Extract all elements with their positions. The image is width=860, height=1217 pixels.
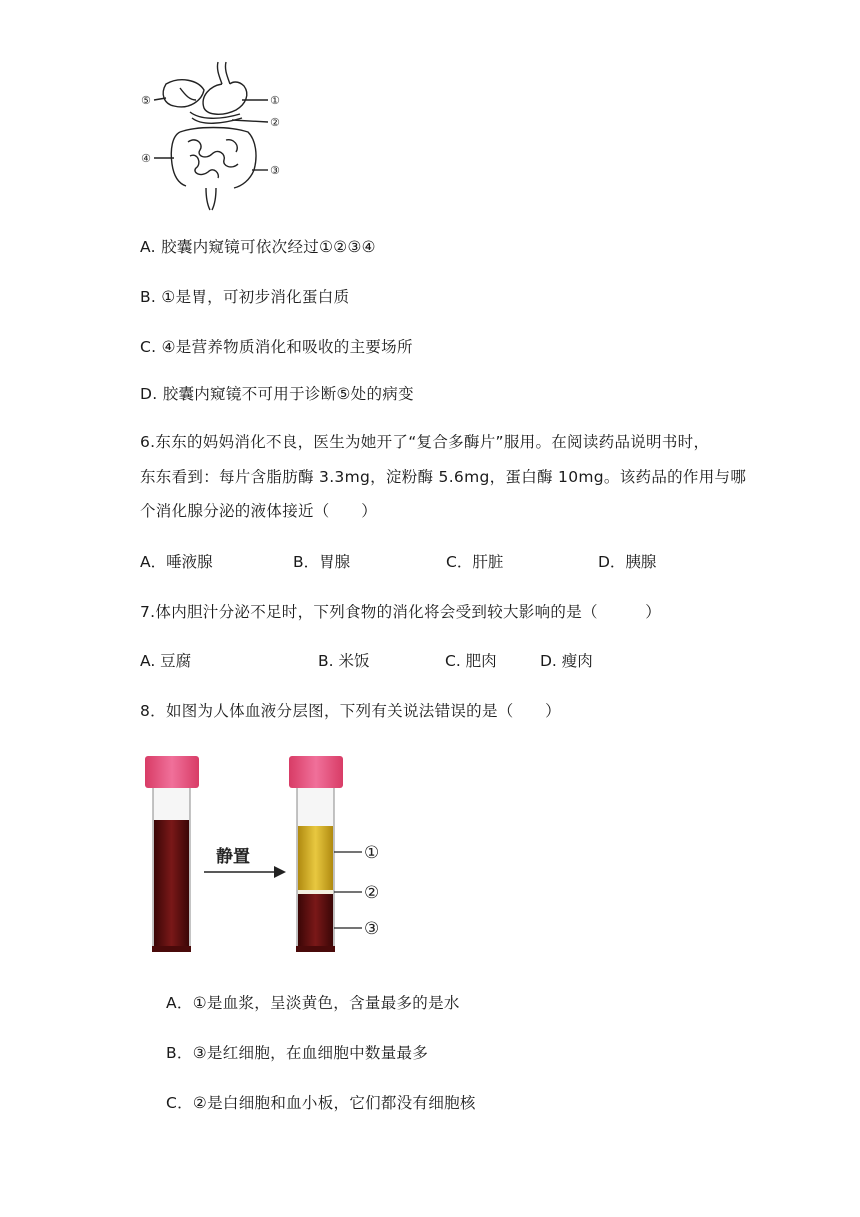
q6-option-b: B．胃腺 <box>293 553 351 571</box>
q5-option-d: D. 胶囊内窥镜不可用于诊断⑤处的病变 <box>140 385 414 403</box>
q7-option-d: D. 瘦肉 <box>540 652 593 670</box>
q6-stem-line-1: 6.东东的妈妈消化不良，医生为她开了“复合多酶片”服用。在阅读药品说明书时， <box>140 433 710 451</box>
blood-layers-figure <box>140 750 400 960</box>
q5-option-c: C. ④是营养物质消化和吸收的主要场所 <box>140 338 413 356</box>
q7-stem: 7.体内胆汁分泌不足时，下列食物的消化将会受到较大影响的是（ ） <box>140 603 661 621</box>
q6-option-a: A．唾液腺 <box>140 553 213 571</box>
q6-stem-line-3: 个消化腺分泌的液体接近（ ） <box>140 502 378 520</box>
q8-stem: 8．如图为人体血液分层图，下列有关说法错误的是（ ） <box>140 702 561 720</box>
figure2-label-3: ③ <box>364 919 380 939</box>
q6-stem-line-2: 东东看到：每片含脂肪酶 3.3mg，淀粉酶 5.6mg，蛋白酶 10mg。该药品的作用与哪 <box>140 468 747 486</box>
q8-option-a: A．①是血浆，呈淡黄色，含量最多的是水 <box>166 994 460 1012</box>
q6-option-d: D．胰腺 <box>598 553 657 571</box>
arrow-label: 静置 <box>216 847 250 867</box>
figure2-label-1: ① <box>364 843 380 863</box>
q5-option-b: B. ①是胃，可初步消化蛋白质 <box>140 288 350 306</box>
left-test-tube <box>145 756 199 952</box>
figure1-label-3: ③ <box>270 164 280 177</box>
q7-option-c: C. 肥肉 <box>445 652 497 670</box>
q5-option-a: A. 胶囊内窥镜可依次经过①②③④ <box>140 238 376 256</box>
q6-option-c: C．肝脏 <box>446 553 504 571</box>
q7-option-b: B. 米饭 <box>318 652 370 670</box>
q8-option-b: B．③是红细胞，在血细胞中数量最多 <box>166 1044 429 1062</box>
figure2-label-2: ② <box>364 883 380 903</box>
right-test-tube <box>289 756 343 952</box>
figure1-label-1: ① <box>270 94 280 107</box>
figure1-label-5: ⑤ <box>141 94 151 107</box>
q8-option-c: C．②是白细胞和血小板，它们都没有细胞核 <box>166 1094 476 1112</box>
figure1-label-2: ② <box>270 116 280 129</box>
figure1-label-4: ④ <box>141 152 151 165</box>
q7-option-a: A. 豆腐 <box>140 652 192 670</box>
digestive-system-figure <box>140 60 300 215</box>
arrow-icon <box>204 866 286 878</box>
